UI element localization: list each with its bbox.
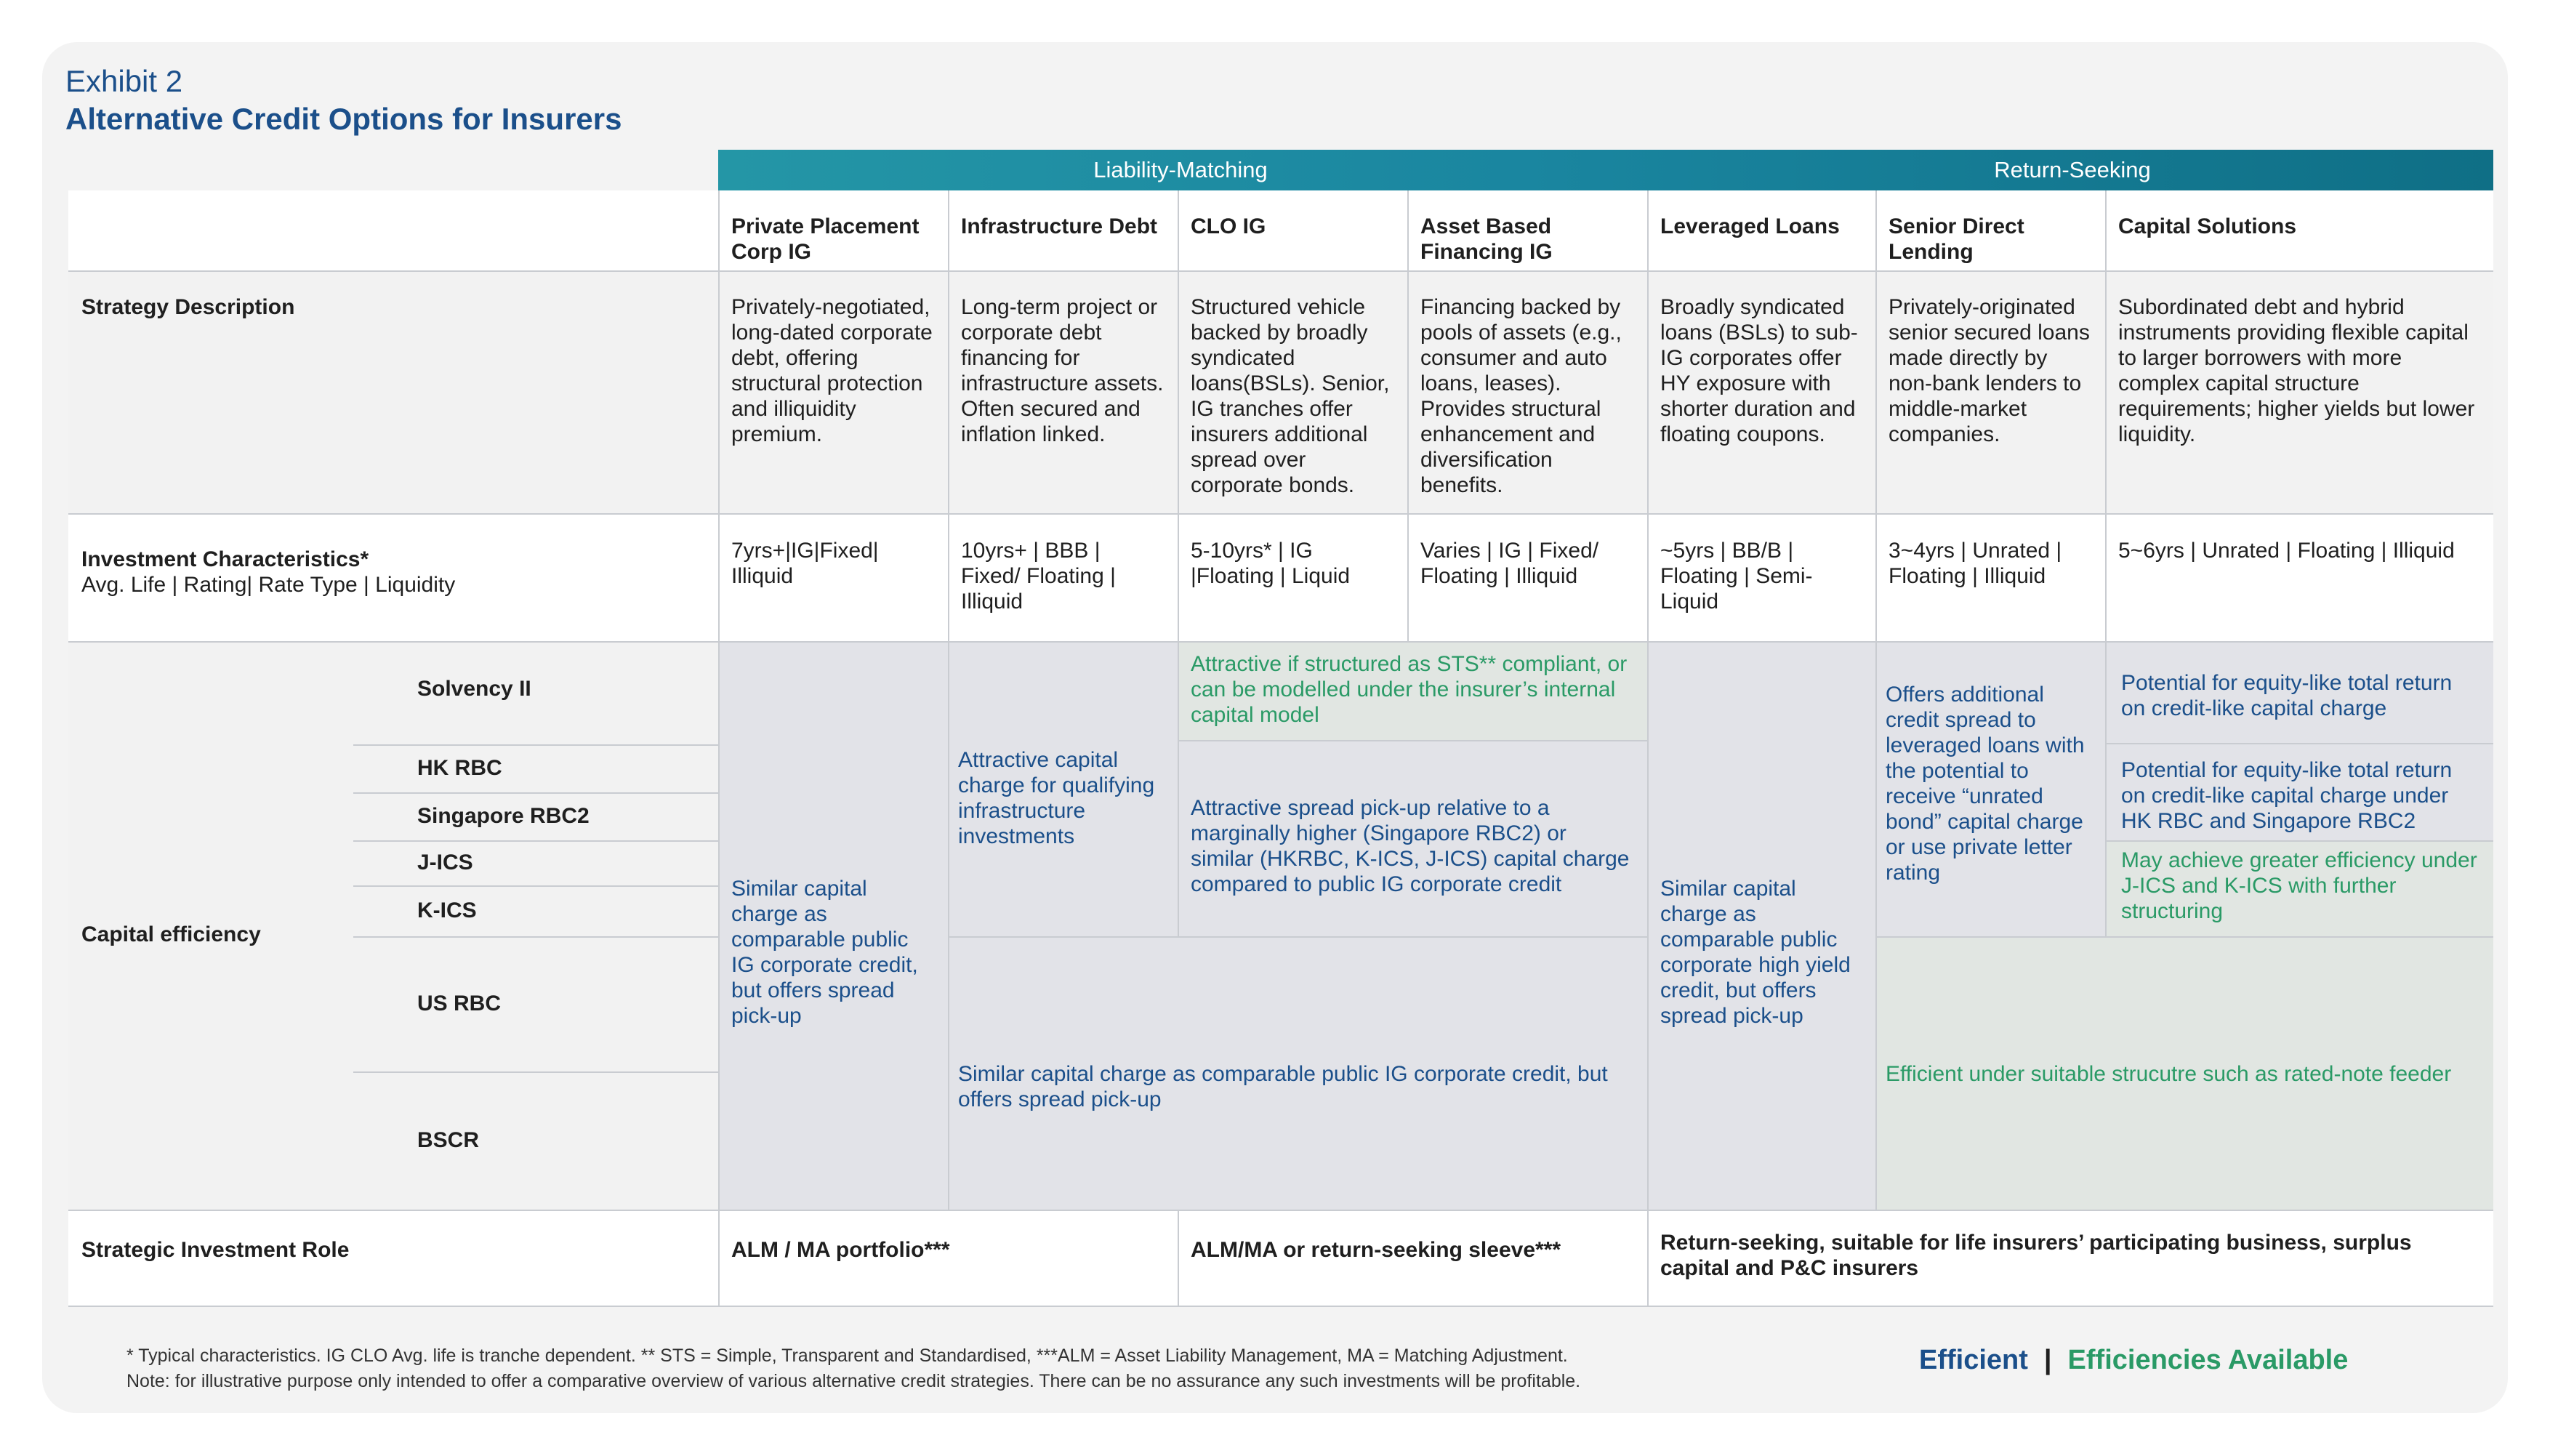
regime-singapore-rbc2: Singapore RBC2 <box>417 804 590 828</box>
col-header-capital-solutions: Capital Solutions <box>2118 214 2297 238</box>
legend-separator: | <box>2043 1345 2052 1375</box>
regime-k-ics: K-ICS <box>417 898 477 922</box>
col-header-clo-ig: CLO IG <box>1191 214 1266 238</box>
strategy-leveraged-loans: Broadly syndicated loans (BSLs) to sub-IG corporates offer HY exposure with shorter duration and floating coupons. <box>1660 295 1858 446</box>
investment-label: Investment Characteristics* <box>81 547 369 571</box>
band-return-seeking: Return-Seeking <box>1994 157 2151 182</box>
capital-private-placement-text: Similar capital charge as comparable public IG corporate credit, but offers spread pick-up <box>731 877 918 1028</box>
regime-solvency-ii: Solvency II <box>417 677 531 701</box>
regime-j-ics: J-ICS <box>417 850 473 874</box>
capital-infra-asia-text: Attractive capital charge for qualifying infrastructure investments <box>958 748 1155 848</box>
role-alm: ALM / MA portfolio*** <box>731 1237 950 1262</box>
investment-private-placement: 7yrs+|IG|Fixed| Illiquid <box>731 539 879 588</box>
col-header-private-placement: Private Placement Corp IG <box>731 214 920 264</box>
role-return-seeking: Return-seeking, suitable for life insurers’ participating business, surplus capital and P&C insurers <box>1660 1231 2412 1280</box>
strategy-label: Strategy Description <box>81 295 295 319</box>
regime-bscr: BSCR <box>417 1128 480 1152</box>
legend <box>1919 1345 2348 1376</box>
col-header-senior-direct: Senior Direct Lending <box>1889 214 2024 264</box>
capital-cs-solvency-text: Potential for equity-like total return on credit-like capital charge <box>2121 671 2453 720</box>
regime-hk-rbc: HK RBC <box>417 756 502 780</box>
legend-efficient: Efficient <box>1919 1345 2028 1375</box>
investment-sublabel: Avg. Life | Rating| Rate Type | Liquidity <box>81 573 456 597</box>
exhibit-number: Exhibit 2 <box>65 64 183 98</box>
strategy-clo-ig: Structured vehicle backed by broadly syndicated loans(BSLs). Senior, IG tranches offer insurers additional spread over corporate bonds. <box>1191 295 1390 497</box>
strategy-abf: Financing backed by pools of assets (e.g., consumer and auto loans, leases). Provides structural enhancement and diversification benefits. <box>1420 295 1622 497</box>
investment-capital-solutions: 5~6yrs | Unrated | Floating | Illiquid <box>2118 539 2455 563</box>
role-alm-rs: ALM/MA or return-seeking sleeve*** <box>1191 1237 1561 1262</box>
capital-sdl-asia-text: Offers additional credit spread to leveraged loans with the potential to receive “unrated bond” capital charge or use private letter rating <box>1886 683 2085 885</box>
capital-rs-us-bscr-text: Efficient under suitable strucutre such as rated-note feeder <box>1886 1062 2452 1086</box>
strategy-private-placement: Privately-negotiated, long-dated corporate debt, offering structural protection and illiquidity premium. <box>731 295 933 446</box>
exhibit-title: Alternative Credit Options for Insurers <box>65 102 622 136</box>
capital-us-bscr-ig-text: Similar capital charge as comparable public IG corporate credit, but offers spread pick-up <box>958 1062 1608 1111</box>
footnote-line-2: Note: for illustrative purpose only intended to offer a comparative overview of various alternative credit strategies. There can be no assurance any such investments will be profitable. <box>126 1371 1581 1391</box>
band-liability-matching: Liability-Matching <box>1093 157 1268 182</box>
capital-clo-abf-asia-text: Attractive spread pick-up relative to a marginally higher (Singapore RBC2) or similar (HKRBC, K-ICS, J-ICS) capital charge compared to public IG corporate credit <box>1191 796 1630 896</box>
col-header-leveraged-loans: Leveraged Loans <box>1660 214 1840 238</box>
capital-leveraged-text: Similar capital charge as comparable public corporate high yield credit, but offers spread pick-up <box>1660 877 1851 1028</box>
regime-us-rbc: US RBC <box>417 992 502 1015</box>
investment-clo-ig: 5-10yrs* | IG |Floating | Liquid <box>1191 539 1351 588</box>
capital-cs-j-k-text: May achieve greater efficiency under J-ICS and K-ICS with further structuring <box>2121 848 2477 923</box>
capital-cs-hk-sg-text: Potential for equity-like total return on credit-like capital charge under HK RBC and Singapore RBC2 <box>2121 758 2453 833</box>
investment-leveraged-loans: ~5yrs | BB/B | Floating | Semi-Liquid <box>1660 539 1813 614</box>
capital-efficiency-label: Capital efficiency <box>81 922 261 946</box>
legend-efficiencies-available: Efficiencies Available <box>2067 1345 2349 1375</box>
investment-abf: Varies | IG | Fixed/ Floating | Illiquid <box>1420 539 1599 588</box>
col-header-infrastructure: Infrastructure Debt <box>961 214 1158 238</box>
strategy-infrastructure: Long-term project or corporate debt financing for infrastructure assets. Often secured and inflation linked. <box>961 295 1164 446</box>
capital-clo-abf-solvency-text: Attractive if structured as STS** compliant, or can be modelled under the insurer’s internal capital model <box>1191 652 1628 727</box>
col-header-abf: Asset Based Financing IG <box>1420 214 1553 264</box>
investment-infrastructure: 10yrs+ | BBB | Fixed/ Floating | Illiquid <box>961 539 1116 614</box>
investment-label-block <box>68 547 718 598</box>
strategy-senior-direct: Privately-originated senior secured loans made directly by non-bank lenders to middle-market companies. <box>1889 295 2090 446</box>
strategy-capital-solutions: Subordinated debt and hybrid instruments providing flexible capital to larger borrowers with more complex capital structure requirements; higher yields but lower liquidity. <box>2118 295 2475 446</box>
role-label: Strategic Investment Role <box>81 1237 350 1262</box>
investment-senior-direct: 3~4yrs | Unrated | Floating | Illiquid <box>1889 539 2062 588</box>
footnote-line-1: * Typical characteristics. IG CLO Avg. life is tranche dependent. ** STS = Simple, Transparent and Standardised, ***ALM = Asset Liability Management, MA = Matching Adjustment. <box>126 1346 1568 1366</box>
